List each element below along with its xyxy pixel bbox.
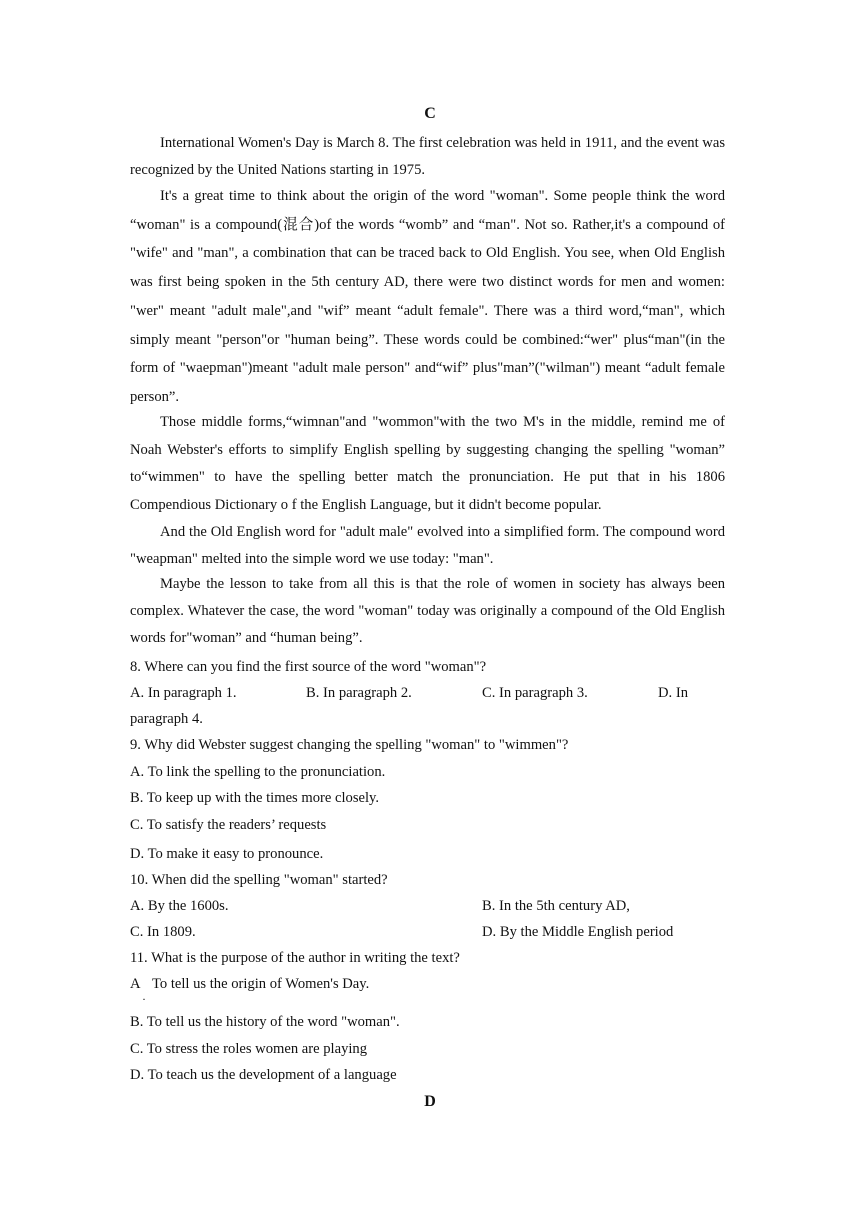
passage-paragraph-5: Maybe the lesson to take from all this is that the role of women in society has always been complex. Whatever the case, the word "woman" today was originally a compound of the Old English words for"woman” and “human being”. — [130, 576, 725, 646]
section-heading-d: D — [424, 1093, 436, 1110]
section-heading-c: C — [424, 105, 436, 122]
question-11-option-b: B. To tell us the history of the word "woman". — [130, 1014, 400, 1030]
passage-paragraph-3: Those middle forms,“wimnan"and "wommon"with the two M's in the middle, remind me of Noah Webster's efforts to simplify English spelling by suggesting changing the spelling "woman” to“wimmen" to have the spelling better match the pronunciation. He put that in his 1806 Compendious Dictionary o f the English Language, but it didn't become popular. — [130, 414, 725, 514]
question-10-option-a: A. By the 1600s. — [130, 898, 229, 914]
question-11-option-d: D. To teach us the development of a language — [130, 1067, 397, 1083]
passage-paragraph-1: International Women's Day is March 8. The first celebration was held in 1911, and the event was recognized by the United Nations starting in 1975. — [130, 135, 725, 178]
question-10-option-c: C. In 1809. — [130, 924, 196, 940]
question-10-stem: 10. When did the spelling "woman" started? — [130, 872, 388, 888]
question-11-option-a-dot: · — [142, 992, 146, 1006]
passage-paragraph-4: And the Old English word for "adult male" evolved into a simplified form. The compound word "weapman" melted into the simple word we use today: "man". — [130, 524, 725, 567]
question-9-stem: 9. Why did Webster suggest changing the spelling "woman" to "wimmen"? — [130, 737, 569, 753]
passage-paragraph-2: It's a great time to think about the origin of the word "woman". Some people think the word “woman" is a compound(混合)of the words “womb” and “man". Not so. Rather,it's a compound of "wife" and "man", a combination that can be traced back to Old English. You see, when Old English was first being spoken in the 5th century AD, there were two distinct words for men and women: "wer" meant "adult male",and "wif” meant “adult female". There was a third word,“man", which simply meant "person"or "human being”. These words could be combined:“wer" plus“man"(in the form of "waepman")meant "adult male person" and“wif” plus"man”("wilman") meant “adult female person”. — [130, 188, 725, 405]
question-11-option-a: To tell us the origin of Women's Day. — [152, 976, 370, 992]
question-10-option-b: B. In the 5th century AD, — [482, 898, 630, 914]
question-8-option-b: B. In paragraph 2. — [306, 685, 412, 701]
question-8-stem: 8. Where can you find the first source of the word "woman"? — [130, 659, 487, 675]
question-8-option-c: C. In paragraph 3. — [482, 685, 588, 701]
question-9-option-c: C. To satisfy the readers’ requests — [130, 817, 327, 833]
question-11-stem: 11. What is the purpose of the author in writing the text? — [130, 950, 460, 966]
question-9-option-a: A. To link the spelling to the pronunciation. — [130, 764, 386, 780]
question-9-option-b: B. To keep up with the times more closely. — [130, 790, 380, 806]
question-8-option-d-continued: paragraph 4. — [130, 711, 203, 727]
question-10-option-d: D. By the Middle English period — [482, 924, 674, 940]
question-11-option-a-letter: A — [130, 976, 141, 992]
question-8-option-a: A. In paragraph 1. — [130, 685, 237, 701]
question-11-option-c: C. To stress the roles women are playing — [130, 1041, 368, 1057]
question-8-option-d: D. In — [658, 685, 688, 701]
question-9-option-d: D. To make it easy to pronounce. — [130, 846, 324, 862]
